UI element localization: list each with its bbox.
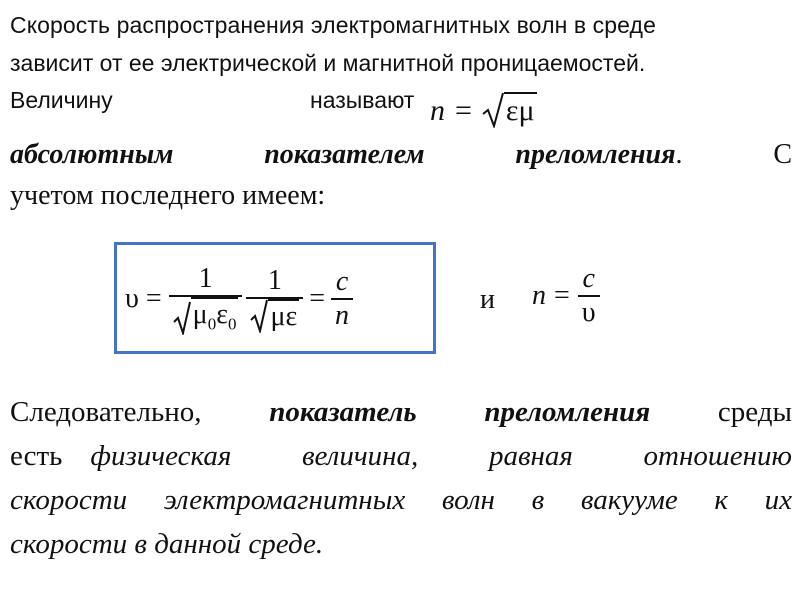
sub-0-b: 0: [227, 314, 237, 334]
conclusion-line2-a: есть: [10, 440, 63, 472]
conclusion-w1: Следовательно,: [10, 396, 202, 428]
definition-after: . С: [675, 139, 792, 170]
conclusion-line2-b: физическая величина, равная отношению: [90, 440, 792, 472]
definition-line-2: учетом последнего имеем:: [10, 180, 326, 211]
sqrt-mu-eps: [246, 299, 303, 333]
intro-line-1: Скорость распространения электромагнитных волн в среде: [10, 12, 656, 38]
conclusion-line-1: [10, 396, 792, 429]
velocity-formula: [125, 253, 353, 345]
numerator-c: c: [582, 263, 595, 294]
term-index: показателем: [264, 139, 425, 170]
connector-and: и: [480, 284, 495, 315]
term-refraction-wrap: [515, 139, 792, 170]
fraction-1-over-sqrt-mu-eps: [246, 265, 303, 333]
formula-right-n: n: [532, 280, 546, 311]
numerator-1: 1: [198, 263, 213, 295]
intro-line-3-b: называют: [310, 87, 415, 113]
sqrt-mu0-eps0: [169, 297, 243, 335]
intro-line-3-a: Величину: [10, 87, 113, 113]
fraction-c-over-n: [331, 266, 353, 332]
formula-right-eq: =: [554, 280, 570, 311]
conclusion-w2: показатель: [269, 396, 417, 428]
eq-1: =: [145, 283, 162, 314]
term-refraction: преломления: [515, 139, 676, 170]
conclusion-line-4: скорости в данной среде.: [10, 528, 324, 560]
formula-radicand: εμ: [505, 94, 535, 127]
definition-line-1: [10, 137, 792, 173]
fraction-1-over-sqrt-mu0-eps0: [169, 263, 243, 335]
term-absolute: абсолютным: [10, 139, 174, 170]
numerator-1b: 1: [267, 265, 282, 296]
symbol-v: υ: [125, 283, 139, 314]
conclusion-line-3: скорости электромагнитных волн в вакууме к их: [10, 484, 792, 516]
conclusion-line-2: [10, 440, 792, 473]
conclusion-w4: среды: [717, 396, 793, 428]
radicand-mu-eps: με: [270, 301, 298, 332]
epsilon: ε: [216, 299, 228, 331]
eq-2: =: [309, 283, 326, 314]
velocity-formula-box: [114, 242, 436, 354]
denominator-n: n: [335, 300, 350, 331]
intro-line-2: зависит от ее электрической и магнитной проницаемостей.: [10, 50, 646, 76]
radical-sign: [250, 299, 268, 333]
numerator-c: c: [335, 266, 349, 297]
refractive-index-formula: [430, 92, 537, 128]
sqrt-symbol: [482, 92, 537, 128]
radicand-mu0-eps0: [191, 297, 239, 335]
denominator-v: υ: [581, 297, 596, 328]
conclusion-w3: преломления: [484, 396, 651, 428]
radical-sign: [173, 301, 191, 335]
formula-eq: =: [455, 94, 472, 127]
fraction-c-over-v: [578, 263, 600, 329]
mu: μ: [192, 299, 208, 331]
formula-n: n: [430, 94, 445, 127]
radical-sign: [482, 92, 504, 128]
sub-0-a: 0: [207, 314, 217, 334]
index-formula-right: [532, 250, 600, 342]
